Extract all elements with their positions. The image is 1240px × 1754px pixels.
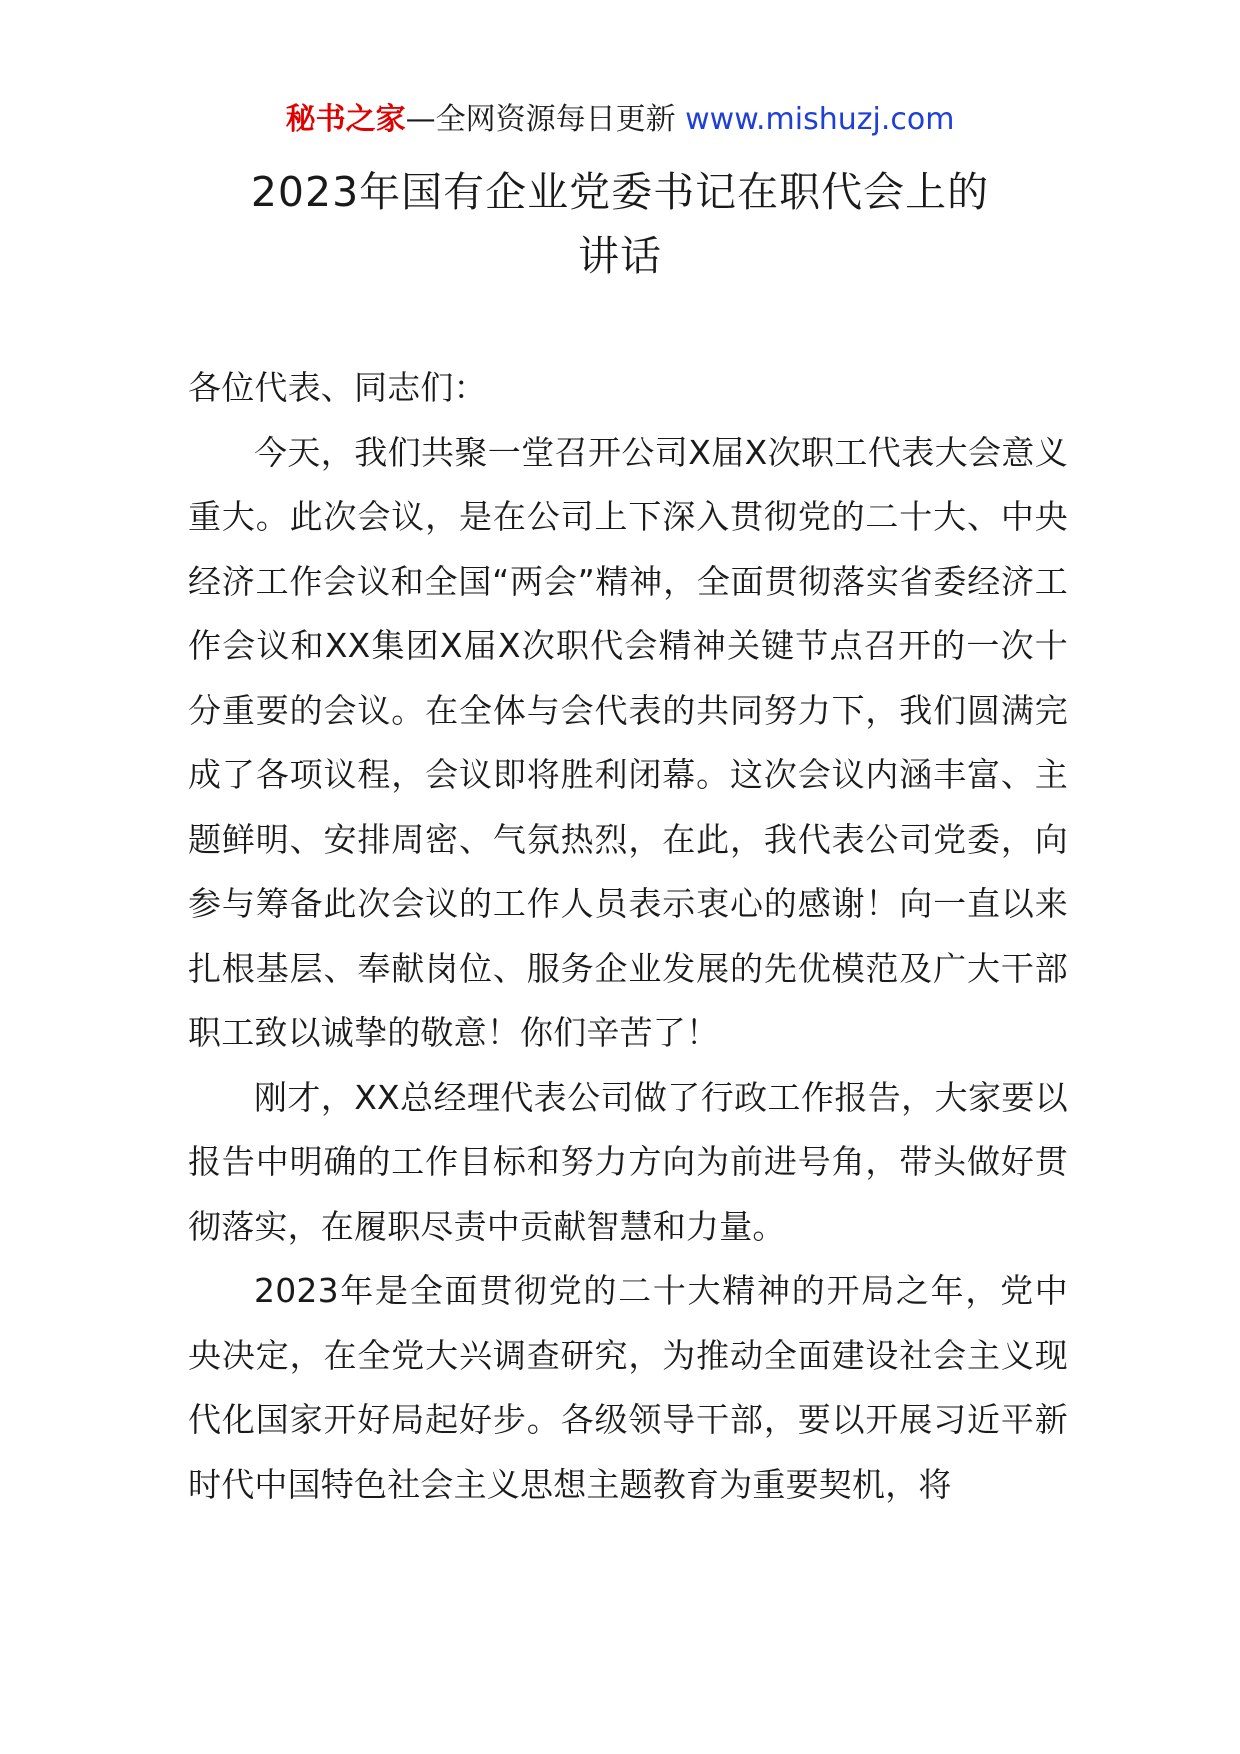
site-header [0,100,1240,140]
document-title [0,160,1240,288]
document-body [188,356,1068,1517]
site-url-link[interactable]: www.mishuzj.com [685,102,955,137]
site-name: 秘书之家 [285,102,406,137]
title-line-1: 2023年国有企业党委书记在职代会上的 [250,168,990,216]
site-tagline: —全网资源每日更新 [405,102,676,137]
salutation: 各位代表、同志们： [188,368,487,407]
title-line-2: 讲话 [578,232,662,280]
paragraph-2: 刚才，XX总经理代表公司做了行政工作报告，大家要以报告中明确的工作目标和努力方向为前进号角，带头做好贯彻落实，在履职尽责中贡献智慧和力量。 [188,1077,1068,1246]
paragraph-1: 今天，我们共聚一堂召开公司X届X次职工代表大会意义重大。此次会议，是在公司上下深入贯彻党的二十大、中央经济工作会议和全国“两会”精神，全面贯彻落实省委经济工作会议和XX集团X届X次职代会精神关键节点召开的一次十分重要的会议。在全体与会代表的共同努力下，我们圆满完成了各项议程，会议即将胜利闭幕。这次会议内涵丰富、主题鲜明、安排周密、气氛热烈，在此，我代表公司党委，向参与筹备此次会议的工作人员表示衷心的感谢！向一直以来扎根基层、奉献岗位、服务企业发展的先优模范及广大干部职工致以诚挚的敬意！你们辛苦了！ [188,432,1068,1052]
paragraph-3: 2023年是全面贯彻党的二十大精神的开局之年，党中央决定，在全党大兴调查研究，为推动全面建设社会主义现代化国家开好局起好步。各级领导干部，要以开展习近平新时代中国特色社会主义思想主题教育为重要契机，将 [188,1271,1068,1504]
